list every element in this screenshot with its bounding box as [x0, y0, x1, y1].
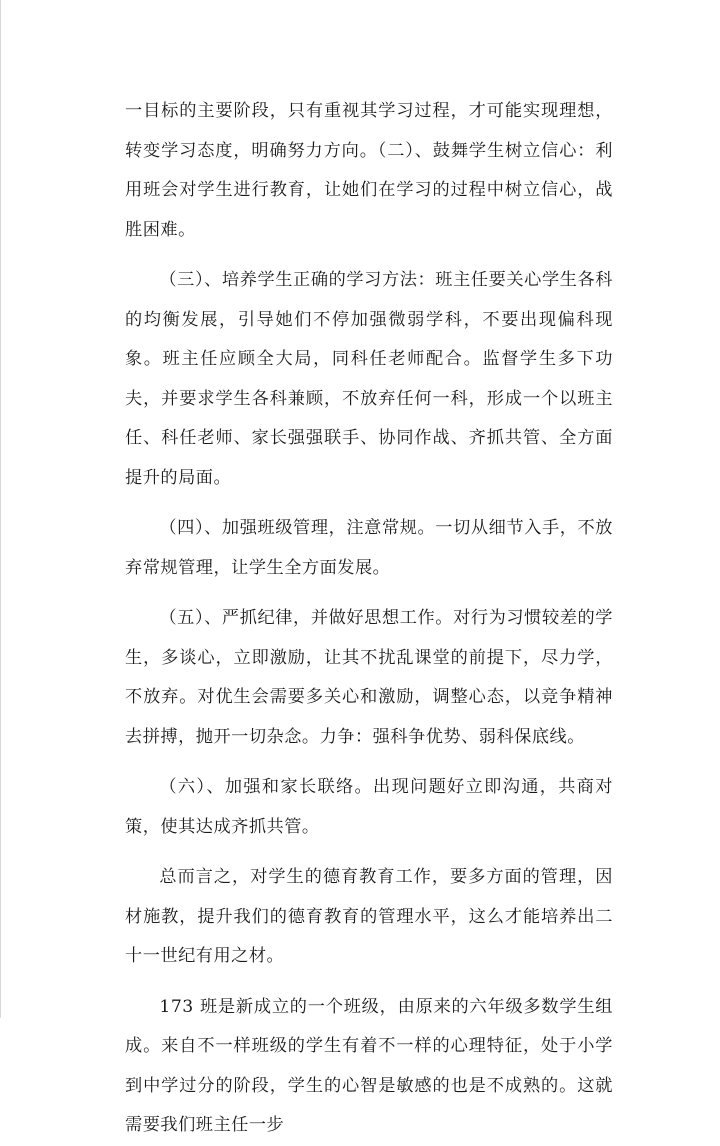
paragraph-5: （六）、加强和家长联络。出现问题好立即沟通，共商对策，使其达成齐抓共管。: [125, 777, 613, 837]
paragraph-6: 总而言之，对学生的德育教育工作，要多方面的管理，因材施教，提升我们的德育教育的管理水平，这么才能培养出二十一世纪有用之材。: [125, 867, 613, 966]
paragraph-4: （五）、严抓纪律，并做好思想工作。对行为习惯较差的学生，多谈心，立即激励，让其不扰乱课堂的前提下，尽力学，不放弃。对优生会需要多关心和激励，调整心态，以竞争精神去拼搏，抛开一切杂念。力争：强科争优势、弱科保底线。: [125, 608, 613, 747]
paragraph-1: 一目标的主要阶段，只有重视其学习过程，才可能实现理想，转变学习态度，明确努力方向。（二）、鼓舞学生树立信心：利用班会对学生进行教育，让她们在学习的过程中树立信心，战胜困难。: [125, 101, 613, 240]
document-body: [125, 92, 613, 1146]
paragraph-7: 173 班是新成立的一个班级，由原来的六年级多数学生组成。来自不一样班级的学生有着不一样的心理特征，处于小学到中学过分的阶段，学生的心智是敏感的也是不成熟的。这就需要我们班主任一步: [125, 996, 613, 1135]
paragraph-3: （四）、加强班级管理，注意常规。一切从细节入手，不放弃常规管理，让学生全方面发展。: [125, 518, 613, 578]
paragraph-2: （三）、培养学生正确的学习方法：班主任要关心学生各科的均衡发展，引导她们不停加强微弱学科，不要出现偏科现象。班主任应顾全大局，同科任老师配合。监督学生多下功夫，并要求学生各科兼顾，不放弃任何一科，形成一个以班主任、科任老师、家长强强联手、协同作战、齐抓共管、全方面提升的局面。: [125, 270, 613, 488]
